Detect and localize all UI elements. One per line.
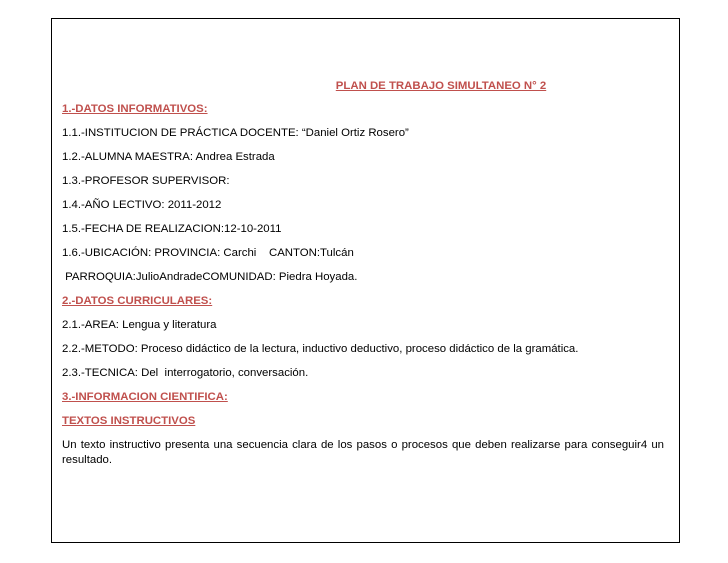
info-parroquia: PARROQUIA:JulioAndradeCOMUNIDAD: Piedra Hoyada. <box>62 271 358 283</box>
info-profesor-supervisor: 1.3.-PROFESOR SUPERVISOR: <box>62 175 230 187</box>
info-ubicacion: 1.6.-UBICACIÓN: PROVINCIA: Carchi CANTON:Tulcán <box>62 247 354 259</box>
section-heading-datos-curriculares: 2.-DATOS CURRICULARES: <box>62 295 213 307</box>
info-alumna-maestra: 1.2.-ALUMNA MAESTRA: Andrea Estrada <box>62 151 275 163</box>
section-heading-datos-informativos: 1.-DATOS INFORMATIVOS: <box>62 103 208 115</box>
info-fecha-realizacion: 1.5.-FECHA DE REALIZACION:12-10-2011 <box>62 223 282 235</box>
curricular-tecnica: 2.3.-TECNICA: Del interrogatorio, conversación. <box>62 367 309 379</box>
curricular-metodo: 2.2.-METODO: Proceso didáctico de la lectura, inductivo deductivo, proceso didáctico de la gramática. <box>62 343 579 355</box>
body-paragraph: Un texto instructivo presenta una secuencia clara de los pasos o procesos que deben realizarse para conseguir4 un resultado. <box>62 439 664 466</box>
info-institucion: 1.1.-INSTITUCION DE PRÁCTICA DOCENTE: “Daniel Ortiz Rosero” <box>62 127 409 139</box>
subheading-textos-instructivos: TEXTOS INSTRUCTIVOS <box>62 415 196 427</box>
document-title: PLAN DE TRABAJO SIMULTANEO N° 2 <box>335 80 547 92</box>
info-ano-lectivo: 1.4.-AÑO LECTIVO: 2011-2012 <box>62 199 222 211</box>
curricular-area: 2.1.-AREA: Lengua y literatura <box>62 319 217 331</box>
section-heading-informacion-cientifica: 3.-INFORMACION CIENTIFICA: <box>62 391 228 403</box>
document-body <box>62 79 664 478</box>
